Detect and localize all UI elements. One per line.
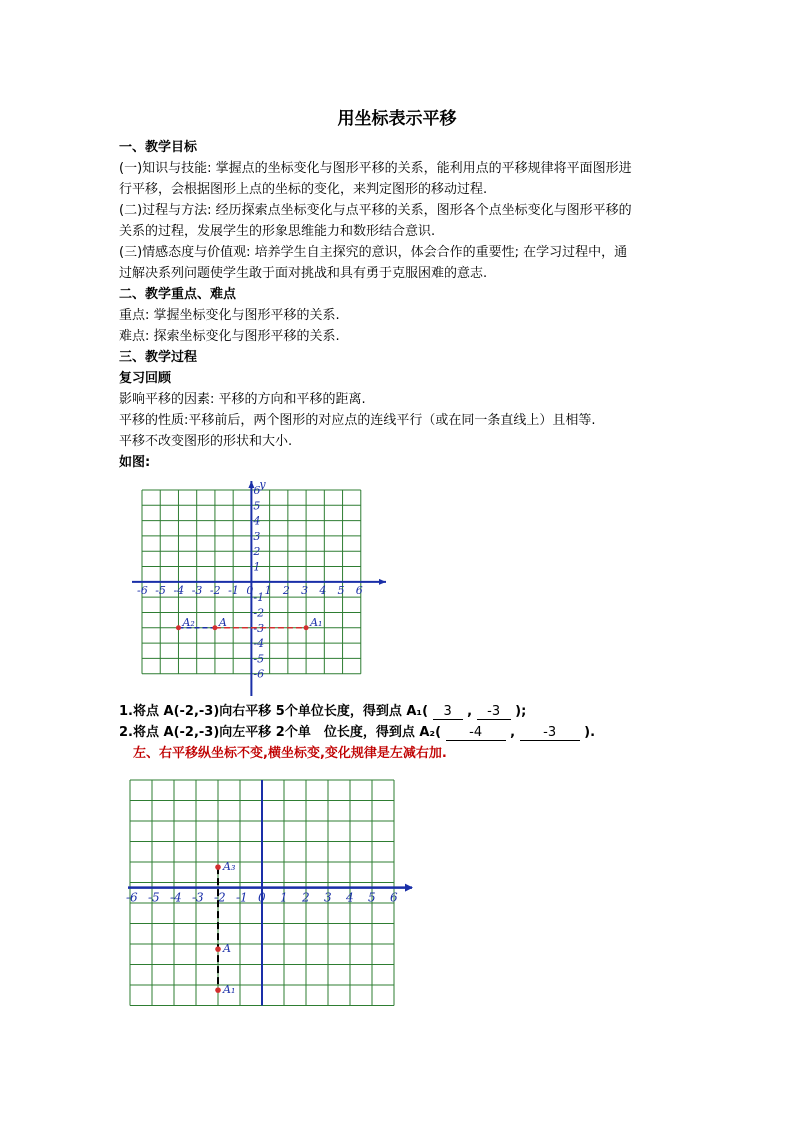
x-tick-label: 2: [282, 583, 290, 597]
point-marker: [215, 946, 221, 952]
q1-answer-x: 3: [433, 705, 463, 720]
figure-label: 如图:: [119, 455, 151, 470]
x-tick-label: 3: [324, 890, 332, 905]
y-tick-label: 2: [253, 545, 261, 559]
paragraph: 重点: 掌握坐标变化与图形平移的关系.: [119, 308, 340, 323]
x-tick-label: 5: [337, 583, 345, 597]
x-tick-label: -5: [155, 583, 166, 597]
x-axis-arrow: [405, 884, 413, 892]
q1-end: );: [515, 704, 527, 719]
point-label: A₂: [182, 615, 195, 629]
y-tick-label: 5: [253, 499, 261, 513]
section-heading-process: 三、教学过程: [119, 350, 198, 365]
paragraph: 影响平移的因素: 平移的方向和平移的距离.: [119, 392, 366, 407]
q1-sep: ,: [467, 704, 473, 719]
x-tick-label: 6: [390, 890, 398, 905]
y-tick-label: 3: [253, 529, 261, 543]
y-tick-label: -3: [253, 621, 265, 635]
x-tick-label: -6: [126, 890, 138, 905]
coordinate-grid-1: [128, 478, 390, 700]
q1-answer-y: -3: [477, 705, 511, 720]
x-tick-label: -3: [192, 890, 204, 905]
paragraph: 关系的过程，发展学生的形象思维能力和数形结合意识.: [119, 224, 436, 239]
question-2: [119, 723, 595, 743]
y-tick-label: -6: [253, 667, 265, 681]
subheading-review: 复习回顾: [119, 371, 172, 386]
x-tick-label: 1: [280, 890, 288, 905]
q2-text: 2.将点 A(-2,-3)向左平移 2个单 位长度，得到点 A₂(: [119, 725, 442, 740]
y-tick-label: 1: [253, 560, 261, 574]
x-tick-label: -3: [191, 583, 203, 597]
q2-sep: ,: [510, 725, 516, 740]
point-label: A: [223, 942, 231, 956]
y-tick-label: -1: [253, 591, 265, 605]
paragraph: 过解决系列问题使学生敢于面对挑战和具有勇于克服困难的意志.: [119, 266, 488, 281]
x-tick-label: -6: [137, 583, 148, 597]
q2-answer-x: -4: [446, 726, 506, 741]
x-tick-label: 0: [258, 890, 266, 905]
y-tick-label: 6: [253, 484, 261, 497]
y-tick-label: -5: [253, 652, 265, 666]
x-tick-label: 3: [301, 583, 309, 597]
y-axis-label: y: [259, 478, 266, 491]
paragraph: (三)情感态度与价值观: 培养学生自主探究的意识，体会合作的重要性; 在学习过程中，通: [119, 245, 628, 260]
x-tick-label: -2: [214, 890, 226, 905]
x-tick-label: 4: [346, 890, 354, 905]
x-tick-label: -1: [236, 890, 248, 905]
x-tick-label: 5: [368, 890, 376, 905]
x-axis-arrow: [379, 579, 386, 585]
coordinate-grid-2: [126, 776, 416, 1012]
point-label: A₃: [223, 860, 236, 874]
page-title: 用坐标表示平移: [337, 109, 457, 129]
y-tick-label: -2: [253, 606, 265, 620]
q1-text: 1.将点 A(-2,-3)向右平移 5个单位长度，得到点 A₁(: [119, 704, 429, 719]
paragraph: (一)知识与技能: 掌握点的坐标变化与图形平移的关系，能利用点的平移规律将平面图形进: [119, 161, 632, 176]
x-tick-label: 4: [319, 583, 327, 597]
x-tick-label: -4: [170, 890, 182, 905]
question-1: [119, 702, 526, 722]
x-tick-label: -4: [173, 583, 185, 597]
x-tick-label: 6: [355, 583, 363, 597]
y-tick-label: 4: [253, 514, 261, 528]
tick-labels: [137, 478, 363, 681]
section-heading-keypoints: 二、教学重点、难点: [119, 287, 237, 302]
paragraph: 行平移，会根据图形上点的坐标的变化，来判定图形的移动过程.: [119, 182, 488, 197]
point-marker: [212, 625, 217, 630]
point-marker: [215, 987, 221, 993]
x-tick-label: 0: [246, 583, 254, 597]
x-tick-label: -1: [228, 583, 239, 597]
point-label: A: [218, 615, 227, 629]
point-marker: [304, 625, 309, 630]
q2-end: ).: [584, 725, 596, 740]
x-tick-label: -5: [148, 890, 160, 905]
point-label: A₁: [223, 983, 236, 997]
section-heading-goals: 一、教学目标: [119, 140, 198, 155]
y-tick-label: -4: [253, 637, 265, 651]
paragraph: (二)过程与方法: 经历探索点坐标变化与点平移的关系，图形各个点坐标变化与图形平移的: [119, 203, 632, 218]
x-tick-label: -2: [209, 583, 221, 597]
q2-answer-y: -3: [520, 726, 580, 741]
point-marker: [176, 625, 181, 630]
paragraph: 平移不改变图形的形状和大小.: [119, 434, 293, 449]
point-marker: [215, 864, 221, 870]
x-tick-label: 1: [264, 583, 272, 597]
paragraph: 平移的性质:平移前后，两个图形的对应点的连线平行（或在同一条直线上）且相等.: [119, 413, 596, 428]
point-label: A₁: [310, 615, 323, 629]
paragraph: 难点: 探索坐标变化与图形平移的关系.: [119, 329, 340, 344]
rule-note: 左、右平移纵坐标不变,横坐标变,变化规律是左减右加.: [133, 746, 447, 761]
x-tick-label: 2: [302, 890, 310, 905]
